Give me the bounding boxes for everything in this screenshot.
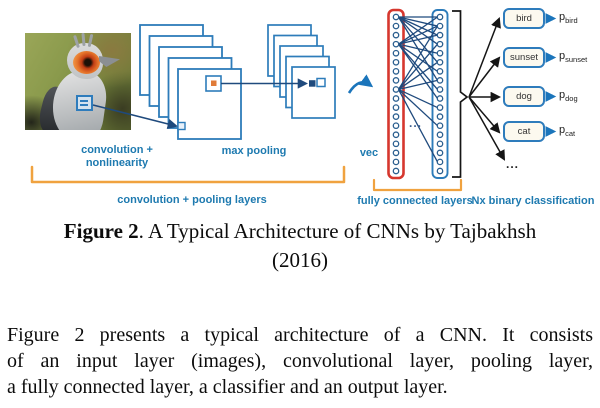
fc-node-right	[437, 69, 442, 74]
fc-node-right	[437, 51, 442, 56]
pool-window-cell	[317, 79, 325, 87]
fc-node-left	[393, 60, 398, 65]
figure-caption	[0, 217, 600, 275]
fc-node-left	[393, 159, 398, 164]
fc-node-right	[437, 96, 442, 101]
label-conv-pooling-layers: convolution + pooling layers	[117, 194, 267, 206]
label-vec: vec	[359, 147, 379, 159]
prob-label-cat: $p_{cat}$	[559, 124, 576, 139]
prob-label-sunset: $p_{sunset}$	[559, 50, 588, 65]
paragraph-line: a fully connected layer, a classifier and an output layer.	[7, 376, 448, 398]
paragraph-line: of an input layer (images), convolutional layer, pooling layer,	[7, 350, 593, 372]
conv-feature-map-stack-1	[140, 25, 241, 139]
fc-node-right	[437, 141, 442, 146]
fc-node-right	[437, 150, 442, 155]
fc-node-left	[393, 51, 398, 56]
fc-node-right	[437, 87, 442, 92]
fc-node-right	[437, 132, 442, 137]
classifier-fan-arrows	[469, 19, 504, 159]
body-paragraph	[7, 322, 593, 400]
class-box-cat: cat	[503, 121, 545, 142]
vectorize-arrow	[349, 82, 370, 93]
prob-label-bird: $p_{bird}$	[559, 11, 578, 26]
label-fully-connected-layers: fully connected layers	[357, 195, 473, 207]
class-box-bird: bird	[503, 8, 545, 29]
fc-node-left	[393, 123, 398, 128]
fc-node-left	[393, 87, 398, 92]
class-ellipsis: ...	[506, 157, 520, 171]
kernel-cell	[211, 81, 217, 87]
fc-node-left	[393, 23, 398, 28]
fc-node-left	[393, 41, 398, 46]
fc-node-left	[393, 105, 398, 110]
fc-node-left	[393, 168, 398, 173]
fc-node-left	[393, 114, 398, 119]
fc-node-right	[437, 78, 442, 83]
pool-target-cell	[309, 80, 316, 87]
fc-node-left	[393, 69, 398, 74]
fc-node-left	[393, 96, 398, 101]
fc-node-right	[437, 32, 442, 37]
caption-line-1: Figure 2. A Typical Architecture of CNNs by Tajbakhsh	[63, 219, 537, 243]
label-convolution-nonlinearity: convolution + nonlinearity	[81, 144, 153, 169]
fc-node-right	[437, 23, 442, 28]
probability-arrows	[547, 19, 553, 132]
fc-node-right	[437, 14, 442, 19]
fc-ellipsis: ...	[409, 116, 423, 130]
fc-node-right	[437, 123, 442, 128]
pooled-feature-map-stack-2	[268, 25, 335, 118]
label-max-pooling: max pooling	[221, 145, 287, 157]
fc-node-left	[393, 132, 398, 137]
fc-node-left	[393, 78, 398, 83]
class-box-dog: dog	[503, 86, 545, 107]
prob-label-dog: $p_{dog}$	[559, 89, 578, 104]
class-box-sunset: sunset	[503, 47, 545, 68]
fc-node-left	[393, 150, 398, 155]
fc-node-left	[393, 32, 398, 37]
fc-node-right	[437, 105, 442, 110]
fc-node-right	[437, 41, 442, 46]
fc-node-right	[437, 60, 442, 65]
paragraph-line: Figure 2 presents a typical architecture of a CNN. It consists	[7, 324, 593, 346]
fc-node-left	[393, 141, 398, 146]
fc-nodes-and-connections	[393, 14, 442, 173]
fc-node-left	[393, 14, 398, 19]
output-brace	[452, 11, 467, 177]
fc-node-right	[437, 159, 442, 164]
fc-node-right	[437, 114, 442, 119]
label-nx-binary-classification: Nx binary classification	[471, 195, 595, 207]
fc-node-right	[437, 168, 442, 173]
conv-target-cell	[178, 123, 185, 130]
caption-line-2: (2016)	[272, 248, 328, 272]
